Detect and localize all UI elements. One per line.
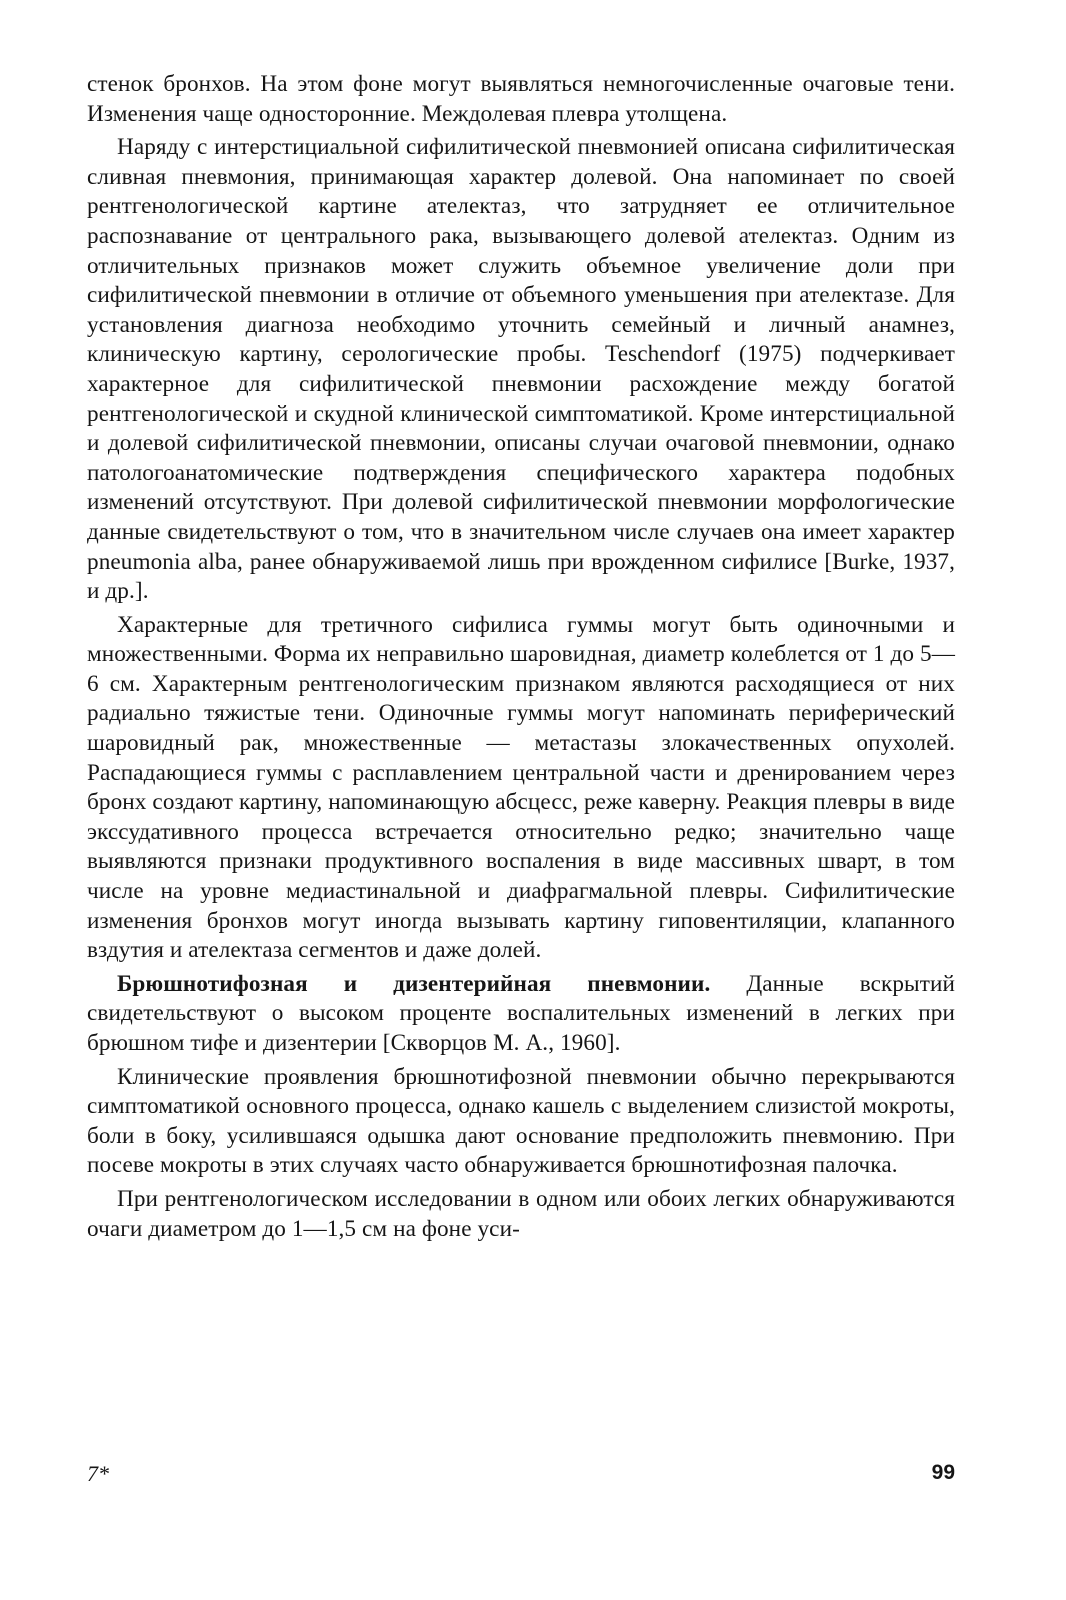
body-text: [87, 70, 955, 1244]
page-footer: [87, 1461, 955, 1495]
paragraph-radiological: При рентгенологическом исследовании в одном или обоих легких обнаруживаются очаги диаметром до 1—1,5 см на фоне уси-: [87, 1185, 955, 1242]
paragraph-continued: стенок бронхов. На этом фоне могут выявляться немногочисленные очаговые тени. Изменения чаще односторонние. Междолевая плевра утолщена.: [87, 71, 955, 127]
signature-mark: 7*: [87, 1461, 109, 1486]
paragraph-gummas: Характерные для третичного сифилиса гуммы могут быть одиночными и множественными. Форма их неправильно шаровидная, диаметр колеблется от 1 до 5—6 см. Характерным рентгенологическим признаком являются расходящиеся от них радиально тяжистые тени. Одиночные гуммы могут напоминать периферический шаровидный рак, множественные — метастазы злокачественных опухолей. Распадающиеся гуммы с расплавлением центральной части и дренированием через бронх создают картину, напоминающую абсцесс, реже каверну. Реакция плевры в виде экссудативного процесса встречается относительно редко; значительно чаще выявляются признаки продуктивного воспаления в виде массивных шварт, в том числе на уровне медиастинальной и диафрагмальной плевры. Сифилитические изменения бронхов могут иногда вызывать картину гиповентиляции, клапанного вздутия и ателектаза сегментов и даже долей.: [87, 611, 955, 964]
paragraph-syphilitic-pneumonia: Наряду с интерстициальной сифилитической пневмонией описана сифилитическая сливная пневмония, принимающая характер долевой. Она напоминает по своей рентгенологической картине ателектаз, что затрудняет ее отличительное распознавание от центрального рака, вызывающего долевой ателектаз. Одним из отличительных признаков может служить объемное увеличение доли при сифилитической пневмонии в отличие от объемного уменьшения при ателектазе. Для установления диагноза необходимо уточнить семейный и личный анамнез, клиническую картину, серологические пробы. Teschendorf (1975) подчеркивает характерное для сифилитической пневмонии расхождение между богатой рентгенологической и скудной клинической симптоматикой. Кроме интерстициальной и долевой сифилитической пневмонии, описаны случаи очаговой пневмонии, однако патологоанатомические подтверждения специфического характера подобных изменений отсутствуют. При долевой сифилитической пневмонии морфологические данные свидетельствуют о том, что в значительном числе случаев она имеет характер pneumonia alba, ранее обнаруживаемой лишь при врожденном сифилисе [Burke, 1937, и др.].: [87, 134, 955, 605]
page-number: 99: [931, 1461, 955, 1484]
section-heading: Брюшнотифозная и дизентерийная пневмонии.: [117, 970, 711, 997]
paragraph-typhoid-heading: [87, 970, 955, 1059]
book-page: [87, 70, 955, 1600]
paragraph-clinical: Клинические проявления брюшнотифозной пневмонии обычно перекрываются симптоматикой основного процесса, однако кашель с выделением слизистой мокроты, боли в боку, усилившаяся одышка дают основание предположить пневмонию. При посеве мокроты в этих случаях часто обнаруживается брюшнотифозная палочка.: [87, 1063, 955, 1179]
section-heading-text: Данные вскрытий свидетельствуют о высоком проценте воспалительных изменений в легких при брюшном тифе и дизентерии [Скворцов М. А., 1960].: [87, 970, 955, 1056]
